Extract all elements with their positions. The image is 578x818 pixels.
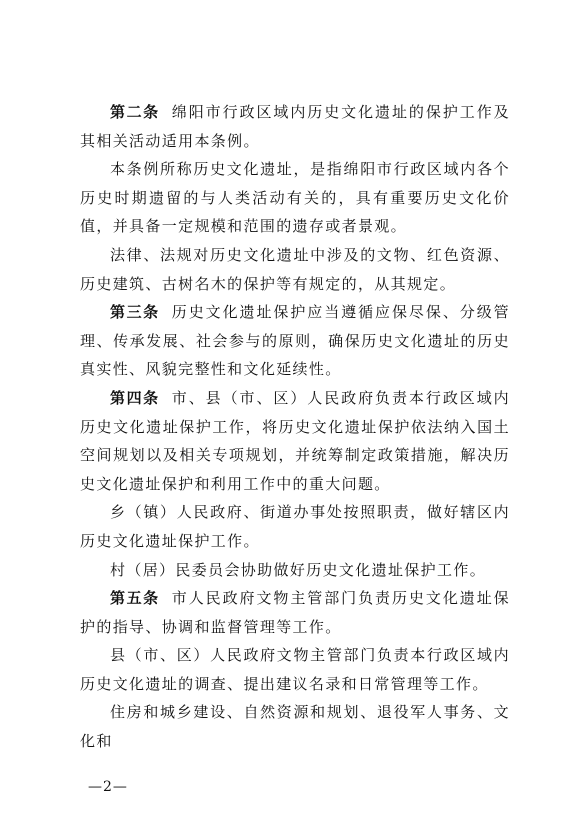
article-number: 第三条	[110, 303, 160, 322]
page-number: —2—	[88, 779, 128, 795]
paragraph-village	[80, 556, 510, 585]
article-number: 第五条	[110, 589, 160, 608]
paragraph-text: 市、县（市、区）人民政府负责本行政区域内历史文化遗址保护工作，将历史文化遗址保护依法纳入国土空间规划以及相关专项规划，并统筹制定政策措施，解决历史文化遗址保护和利用工作中的重大问题。	[80, 388, 510, 493]
article-number: 第二条	[110, 103, 160, 121]
paragraph-text: 历史文化遗址保护应当遵循应保尽保、分级管理、传承发展、社会参与的原则，确保历史文化遗址的历史真实性、风貌完整性和文化延续性。	[80, 303, 510, 379]
regulation-body	[80, 98, 510, 756]
paragraph-departments	[80, 698, 510, 755]
paragraph-article-3	[80, 298, 510, 384]
paragraph-article-4	[80, 384, 510, 498]
paragraph-text: 村（居）民委员会协助做好历史文化遗址保护工作。	[110, 560, 487, 579]
paragraph-text: 本条例所称历史文化遗址，是指绵阳市行政区域内各个历史时期遗留的与人类活动有关的，具有重要历史文化价值，并具备一定规模和范围的遗存或者景观。	[80, 160, 510, 236]
paragraph-text: 法律、法规对历史文化遗址中涉及的文物、红色资源、历史建筑、古树名木的保护等有规定的，从其规定。	[80, 245, 510, 293]
paragraph-text: 住房和城乡建设、自然资源和规划、退役军人事务、文化和	[80, 703, 510, 751]
paragraph-text: 市人民政府文物主管部门负责历史文化遗址保护的指导、协调和监督管理等工作。	[80, 589, 510, 636]
paragraph-county	[80, 641, 510, 698]
paragraph-township	[80, 498, 510, 555]
paragraph-other-laws	[80, 241, 510, 298]
paragraph-definition	[80, 155, 510, 241]
article-number: 第四条	[110, 388, 160, 407]
paragraph-article-5	[80, 584, 510, 641]
paragraph-text: 县（市、区）人民政府文物主管部门负责本行政区域内历史文化遗址的调查、提出建议名录和日常管理等工作。	[80, 646, 510, 693]
paragraph-article-2	[80, 98, 510, 155]
paragraph-text: 乡（镇）人民政府、街道办事处按照职责，做好辖区内历史文化遗址保护工作。	[80, 503, 510, 550]
paragraph-text: 绵阳市行政区域内历史文化遗址的保护工作及其相关活动适用本条例。	[80, 103, 510, 150]
